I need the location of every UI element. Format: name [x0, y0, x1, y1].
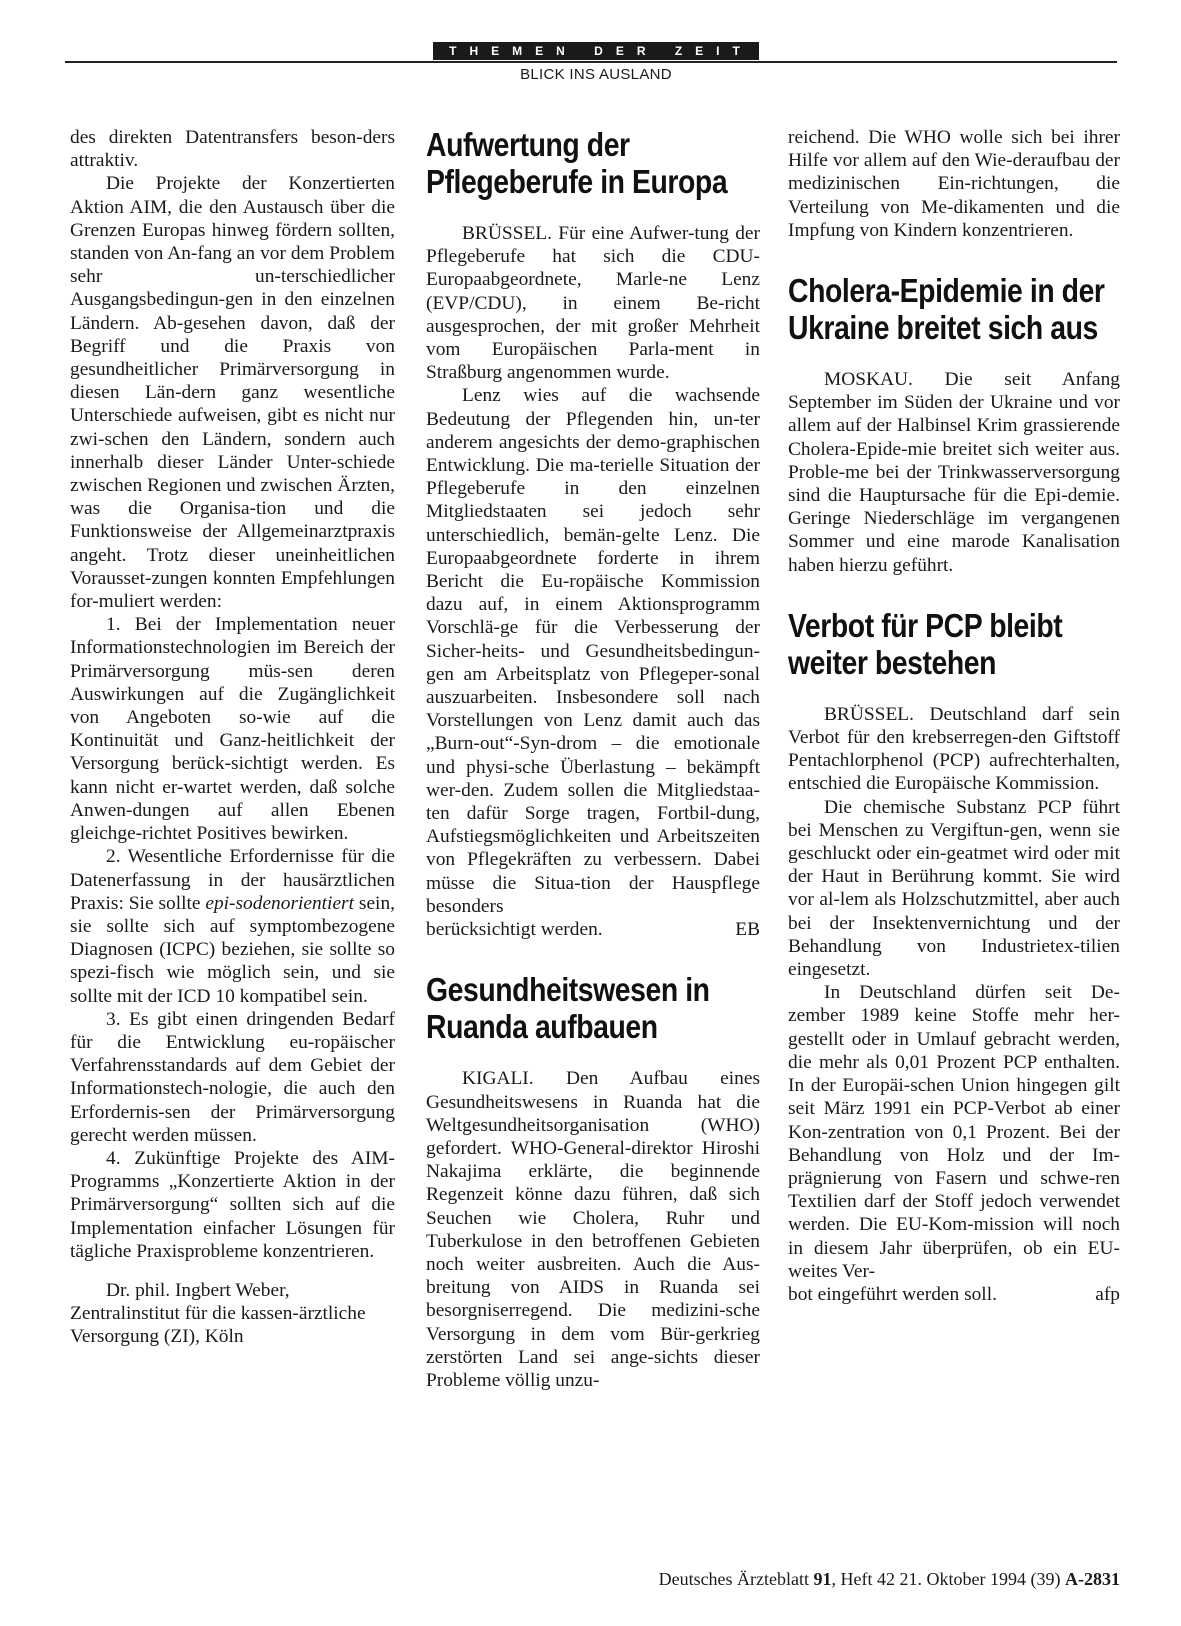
paragraph: reichend. Die WHO wolle sich bei ihrer Hilfe vor allem auf den Wie-deraufbau der medizinischen Ein-richtungen, die Verteilung von Me-dikamenten und die Impfung von Kindern konzentrieren.	[788, 127, 1120, 241]
paragraph: In Deutschland dürfen seit De-zember 1989 keine Stoffe mehr her-gestellt oder in Umlauf gebracht werden, die mehr als 0,01 Prozent PCP enthalten. In der Europäi-schen Union hingegen gilt seit März 1991 ein PCP-Verbot ab einer Kon-zentration von 0,1 Prozent. Bei der Behandlung von Holz und der Im-prägnierung von Fasern und schwe-ren Textilien darf der Stoff jedoch verwendet werden. Die EU-Kom-mission will noch in diesem Jahr überprüfen, ob ein EU-weites Ver-	[788, 982, 1120, 1282]
paragraph: KIGALI. Den Aufbau eines Gesundheitswesens in Ruanda hat die Weltgesundheitsorganisation (WHO) gefordert. WHO-General-direktor Hiroshi Nakajima erklärte, die beginnende Regenzeit könne dazu führen, daß sich Seuchen wie Cholera, Ruhr und Tuberkulose in den betroffenen Gebieten noch weiter ausbreiten. Auch die Aus-breitung von AIDS in Ruanda sei besorgniserregend. Die medizini-sche Versorgung in dem vom Bür-gerkrieg zerstörten Land sei ange-sichts dieser Probleme völlig unzu-	[426, 1068, 760, 1391]
emphasis-text: epi-sodenorientiert	[205, 892, 354, 914]
paragraph-text: sein, sie sollte sich auf symptombezogene Diagnosen (ICPC) beziehen, sie sollte so spezi-fisch wie möglich sein, und sie sollte mit der ICD 10 kompatibel sein.	[70, 892, 395, 1007]
column-right	[788, 126, 1120, 1306]
headline-pflegeberufe: Aufwertung der Pflegeberufe in Europa	[426, 126, 728, 200]
paragraph: BRÜSSEL. Deutschland darf sein Verbot für den krebserregen-den Giftstoff Pentachlorphenol (PCP) aufrechterhalten, entschied die Europäische Kommission.	[788, 703, 1120, 795]
paragraph: BRÜSSEL. Für eine Aufwer-tung der Pflegeberufe hat sich die CDU-Europaabgeordnete, Marle-ne Lenz (EVP/CDU), in einem Be-richt ausgesprochen, der mit großer Mehrheit vom Europäischen Parla-ment in Straßburg angenommen wurde.	[426, 223, 760, 384]
paragraph: Die chemische Substanz PCP führt bei Menschen zu Vergiftun-gen, wenn sie geschluckt oder ein-geatmet wird oder mit der Haut in Berührung kommt. Sie wird vor al-lem als Holzschutzmittel, aber auch bei der Insektenvernichtung und der Behandlung von Industrietex-tilien eingesetzt.	[788, 796, 1120, 981]
paragraph: 3. Es gibt einen dringenden Bedarf für die Entwicklung eu-ropäischer Verfahrensstandards auf dem Gebiet der Informationstech-nologie, die auch den Erfordernis-sen der Primärversorgung gerecht werden müssen.	[70, 1008, 395, 1146]
column-middle	[426, 126, 760, 1392]
paragraph: 4. Zukünftige Projekte des AIM-Programms „Konzertierte Aktion in der Primärversorgung“ sollten sich auf die Implementation einfacher Lösungen für tägliche Praxisprobleme konzentrieren.	[70, 1147, 395, 1262]
paragraph: 1. Bei der Implementation neuer Informationstechnologien im Bereich der Primärversorgung müs-sen deren Auswirkungen auf die Zugänglichkeit von Angeboten so-wie auf die Kontinuität und Ganz-heitlichkeit der Versorgung berück-sichtigt werden. Es kann nicht er-wartet werden, daß solche Anwen-dungen auf allen Ebenen gleichge-richtet Positives bewirken.	[70, 614, 395, 845]
paragraph-end: berücksichtigt werden.	[426, 919, 603, 941]
issue-info: , Heft 42 21. Oktober 1994 (39)	[831, 1569, 1065, 1589]
author-text: Dr. phil. Ingbert Weber, Zentralinstitut für die kassen-ärztliche Versorgung (ZI), Köln	[70, 1279, 366, 1348]
headline-cholera: Cholera-Epidemie in der Ukraine breitet sich aus	[788, 272, 1105, 347]
paragraph: MOSKAU. Die seit Anfang September im Süden der Ukraine und vor allem auf der Halbinsel Krim grassierende Cholera-Epide-mie breitet sich weiter aus. Proble-me bei der Trinkwasserversorgung sind die Hauptursache für die Epi-demie. Geringe Niederschläge im vergangenen Sommer und eine marode Kanalisation haben hierzu geführt.	[788, 369, 1120, 576]
article-end-line	[788, 1283, 1120, 1306]
paragraph: des direkten Datentransfers beson-ders attraktiv.	[70, 127, 395, 172]
volume-number: 91	[813, 1569, 832, 1589]
author-signature	[70, 1279, 395, 1349]
headline-pcp: Verbot für PCP bleibt weiter bestehen	[788, 606, 1063, 681]
page-footer	[560, 1568, 1120, 1590]
author-initials: afp	[1095, 1283, 1120, 1305]
article-end-line	[426, 918, 760, 941]
author-initials: EB	[735, 919, 760, 941]
header-rule	[65, 61, 1117, 63]
headline-ruanda: Gesundheitswesen in Ruanda aufbauen	[426, 971, 710, 1046]
column-left	[70, 126, 395, 1349]
page-number: A-2831	[1065, 1569, 1120, 1589]
section-band: THEMEN DER ZEIT	[433, 42, 759, 60]
paragraph-text: 2. Wesentliche Erfordernisse für die Datenerfassung in der hausärztlichen Praxis: Sie sollte	[70, 846, 395, 914]
paragraph: Die Projekte der Konzertierten Aktion AIM, die den Austausch über die Grenzen Europas hinweg fördern sollten, standen von An-fang an vor dem Problem sehr un-terschiedlicher Ausgangsbedingun-gen in den einzelnen Ländern. Ab-gesehen davon, daß der Begriff und die Praxis von gesundheitlicher Primärversorgung in diesen Län-dern ganz wesentliche Unterschiede aufweisen, gibt es nicht nur zwi-schen den Ländern, sondern auch innerhalb dieser Länder Unter-schiede zwischen Regionen und zwischen Ärzten, was die Organisa-tion und die Funktionsweise der Allgemeinarztpraxis angeht. Trotz dieser uneinheitlichen Vorausset-zungen konnten Empfehlungen for-muliert werden:	[70, 173, 395, 613]
paragraph-end: bot eingeführt werden soll.	[788, 1283, 997, 1305]
paragraph: Lenz wies auf die wachsende Bedeutung der Pflegenden hin, un-ter anderem angesichts der demo-graphischen Entwicklung. Die ma-terielle Situation der Pflegeberufe in den einzelnen Mitgliedstaaten sei jedoch sehr unterschiedlich, bemän-gelte Lenz. Die Europaabgeordnete forderte in ihrem Bericht die Eu-ropäische Kommission dazu auf, in einem Aktionsprogramm Vorschlä-ge für die Verbesserung der Sicher-heits- und Gesundheitsbedingun-gen am Arbeitsplatz von Pflegeper-sonal auszuarbeiten. Insbesondere soll nach Vorstellungen von Lenz damit auch das „Burn-out“-Syn-drom – die emotionale und physi-sche Überlastung – bekämpft wer-den. Zudem sollen die Mitgliedstaa-ten dafür Sorge tragen, Fortbil-dung, Aufstiegsmöglichkeiten und Arbeitszeiten von Pflegekräften zu verbessern. Dabei müsse die Situa-tion der Hauspflege besonders	[426, 385, 760, 917]
paragraph	[70, 845, 395, 1007]
section-subtitle: BLICK INS AUSLAND	[520, 66, 672, 83]
journal-name: Deutsches Ärzteblatt	[658, 1569, 814, 1589]
